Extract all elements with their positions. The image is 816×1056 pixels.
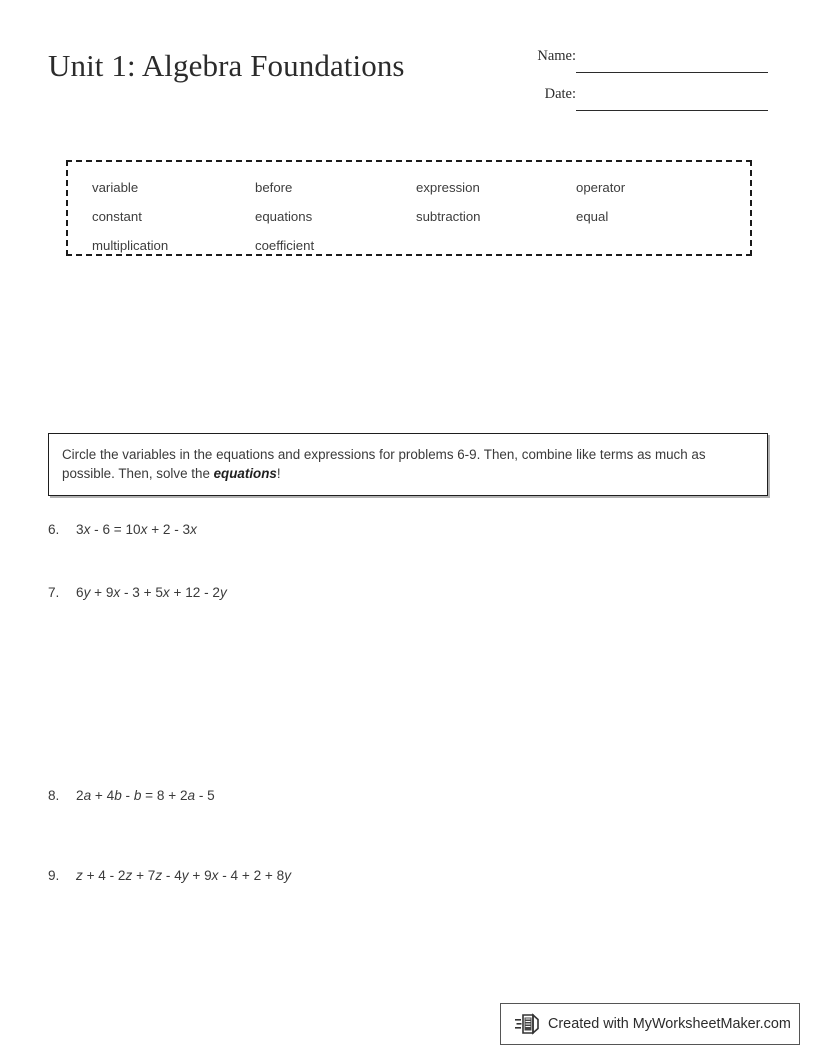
word-bank-item[interactable]: before	[255, 180, 293, 195]
problem-expression[interactable]: 3x - 6 = 10x + 2 - 3x	[76, 522, 197, 537]
problem-row	[48, 522, 768, 537]
worksheet-maker-badge[interactable]	[500, 1003, 800, 1045]
word-bank	[66, 160, 752, 256]
word-bank-item[interactable]: multiplication	[92, 238, 169, 253]
date-row	[520, 86, 772, 124]
instructions-part2: !	[276, 466, 281, 481]
badge-label: Created with MyWorksheetMaker.com	[548, 1016, 791, 1032]
word-bank-item[interactable]: variable	[92, 180, 139, 195]
name-input-line[interactable]	[576, 72, 768, 73]
word-bank-item[interactable]: expression	[416, 180, 480, 195]
problem-row	[48, 788, 768, 803]
instructions-text	[62, 445, 754, 483]
worksheet-maker-logo-icon	[515, 1012, 541, 1036]
instructions-box	[48, 433, 768, 496]
date-label: Date:	[544, 86, 576, 102]
problem-number: 8.	[48, 788, 60, 803]
problem-expression[interactable]: z + 4 - 2z + 7z - 4y + 9x - 4 + 2 + 8y	[76, 868, 291, 883]
name-label: Name:	[537, 48, 576, 64]
word-bank-item[interactable]: equal	[576, 209, 609, 224]
name-row	[520, 48, 772, 86]
word-bank-item[interactable]: subtraction	[416, 209, 481, 224]
problem-row	[48, 868, 768, 883]
word-bank-item[interactable]: coefficient	[255, 238, 315, 253]
problem-number: 7.	[48, 585, 60, 600]
date-input-line[interactable]	[576, 110, 768, 111]
instructions-emphasis: equations	[213, 466, 277, 481]
problem-number: 9.	[48, 868, 60, 883]
name-date-block	[520, 48, 772, 124]
word-bank-item[interactable]: equations	[255, 209, 313, 224]
word-bank-item[interactable]: operator	[576, 180, 626, 195]
instructions-part1: Circle the variables in the equations and expressions for problems 6-9. Then, combine like terms as much as possible. Then, solve the	[62, 447, 706, 481]
problem-expression[interactable]: 6y + 9x - 3 + 5x + 12 - 2y	[76, 585, 227, 600]
word-bank-item[interactable]: constant	[92, 209, 142, 224]
problem-number: 6.	[48, 522, 60, 537]
page-title: Unit 1: Algebra Foundations	[48, 48, 405, 83]
problem-expression[interactable]: 2a + 4b - b = 8 + 2a - 5	[76, 788, 215, 803]
problem-row	[48, 585, 768, 600]
word-bank-grid	[92, 173, 744, 260]
